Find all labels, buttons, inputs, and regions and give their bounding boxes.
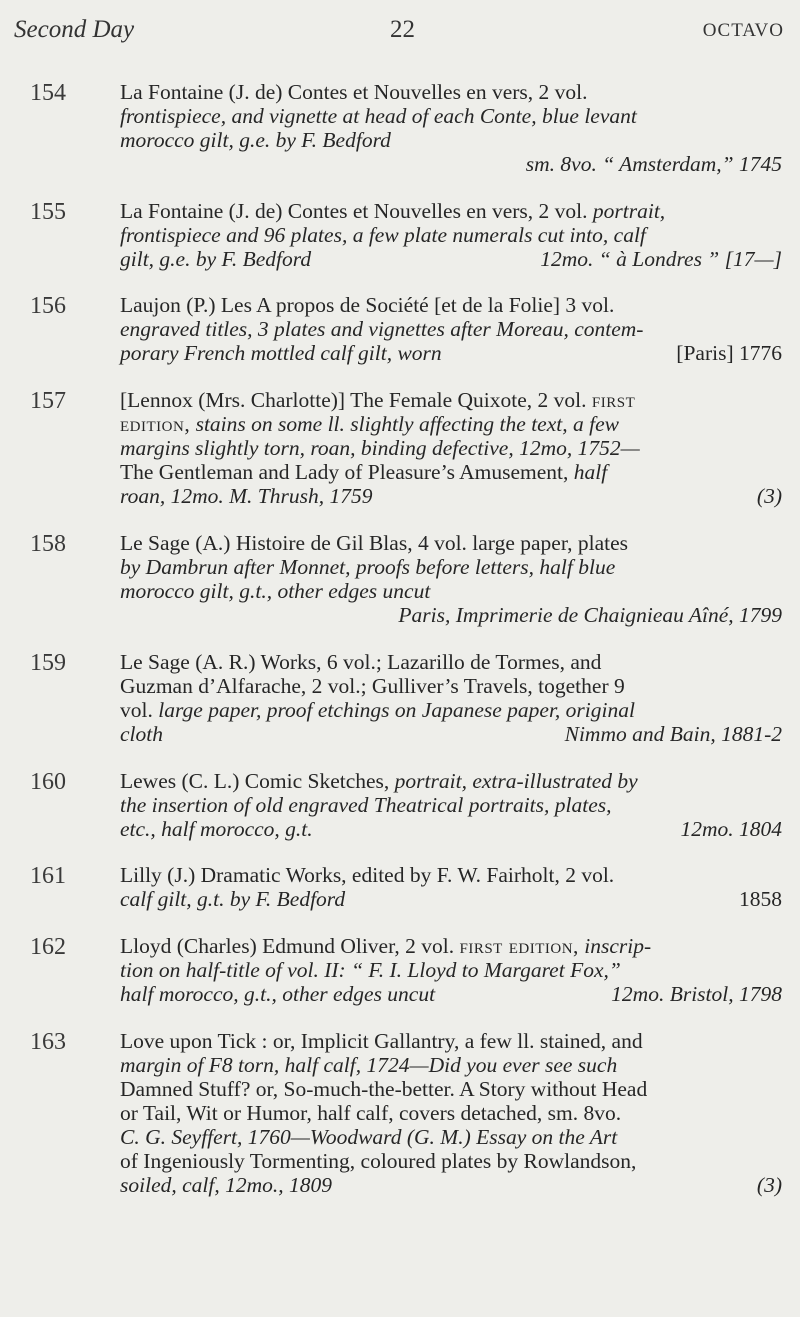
lot-line: Lloyd (Charles) Edmund Oliver, 2 vol. xyxy=(120,934,455,958)
lot-line: Love upon Tick : or, Implicit Gallantry, a few ll. stained, and xyxy=(120,1029,643,1053)
lot-description xyxy=(120,934,782,1006)
lot-imprint: 12mo. 1804 xyxy=(680,817,782,841)
lot-line: [Lennox (Mrs. Charlotte)] The Female Quixote, 2 vol. xyxy=(120,388,587,412)
lot-line: by Dambrun after Monnet, proofs before letters, half blue xyxy=(120,555,616,579)
lot-line-italic: half xyxy=(573,460,608,484)
lot-line: of Ingeniously Tormenting, coloured plates by Rowlandson, xyxy=(120,1149,637,1173)
lot-imprint: Nimmo and Bain, 1881-2 xyxy=(564,722,782,746)
lot-line: cloth xyxy=(120,722,163,746)
lot-line: margin of F8 torn, half calf, 1724—Did you ever see such xyxy=(120,1053,618,1077)
lot-number: 154 xyxy=(30,80,66,106)
running-head-right: OCTAVO xyxy=(702,20,784,41)
lot-imprint: 1858 xyxy=(739,887,782,911)
lot-line: half morocco, g.t., other edges uncut xyxy=(120,982,436,1006)
lot-number: 157 xyxy=(30,388,66,414)
lot-number: 156 xyxy=(30,293,66,319)
lot-line: roan, 12mo. M. Thrush, 1759 xyxy=(120,484,373,508)
lot-imprint: 12mo. “ à Londres ” [17—] xyxy=(540,247,782,271)
lot-number: 162 xyxy=(30,934,66,960)
lot-line: The Gentleman and Lady of Pleasure’s Amusement, xyxy=(120,460,569,484)
lot-line: C. G. Seyffert, 1760—Woodward (G. M.) Essay on the Art xyxy=(120,1125,618,1149)
lot-line: Le Sage (A. R.) Works, 6 vol.; Lazarillo de Tormes, and xyxy=(120,650,602,674)
lot-description xyxy=(120,863,782,911)
lot-description xyxy=(120,388,782,508)
lot-description xyxy=(120,650,782,746)
lot-line: engraved titles, 3 plates and vignettes after Moreau, contem- xyxy=(120,317,644,341)
lot-count: (3) xyxy=(756,484,782,508)
lot-line: morocco gilt, g.e. by F. Bedford xyxy=(120,128,391,152)
lot-number: 158 xyxy=(30,531,66,557)
lot-line: frontispiece, and vignette at head of each Conte, blue levant xyxy=(120,104,637,128)
lot-line: margins slightly torn, roan, binding defective, 12mo, 1752— xyxy=(120,436,640,460)
lot-line: tion on half-title of vol. II: “ F. I. Lloyd to Margaret Fox,” xyxy=(120,958,621,982)
lot-line-italic: portrait, extra-illustrated by xyxy=(394,769,638,793)
lot-number: 163 xyxy=(30,1029,66,1055)
lot-description xyxy=(120,199,782,271)
page-number: 22 xyxy=(390,16,415,43)
lot-line: Lewes (C. L.) Comic Sketches, xyxy=(120,769,390,793)
lot-line-smallcaps: edition, xyxy=(120,412,191,436)
lot-number: 161 xyxy=(30,863,66,889)
lot-description xyxy=(120,80,782,176)
lot-line: Damned Stuff? or, So-much-the-better. A Story without Head xyxy=(120,1077,648,1101)
lot-line-italic: portrait, xyxy=(592,199,666,223)
lot-line: Lilly (J.) Dramatic Works, edited by F. W. Fairholt, 2 vol. xyxy=(120,863,615,887)
lot-line: or Tail, Wit or Humor, half calf, covers detached, sm. 8vo. xyxy=(120,1101,622,1125)
lot-description xyxy=(120,769,782,841)
lot-imprint: sm. 8vo. “ Amsterdam,” 1745 xyxy=(525,152,782,176)
lot-line-italic: inscrip- xyxy=(584,934,652,958)
lot-description xyxy=(120,1029,782,1197)
lot-line-italic: large paper, proof etchings on Japanese paper, original xyxy=(158,698,635,722)
lot-line: soiled, calf, 12mo., 1809 xyxy=(120,1173,332,1197)
lot-imprint: 12mo. Bristol, 1798 xyxy=(611,982,782,1006)
lot-line: gilt, g.e. by F. Bedford xyxy=(120,247,312,271)
lot-line-smallcaps: first edition, xyxy=(459,934,579,958)
lot-line: Guzman d’Alfarache, 2 vol.; Gulliver’s Travels, together 9 xyxy=(120,674,625,698)
lot-description xyxy=(120,531,782,627)
lot-description xyxy=(120,293,782,365)
lot-line: calf gilt, g.t. by F. Bedford xyxy=(120,887,346,911)
page-header xyxy=(14,8,784,48)
lot-line: morocco gilt, g.t., other edges uncut xyxy=(120,579,431,603)
lot-line: the insertion of old engraved Theatrical portraits, plates, xyxy=(120,793,612,817)
running-head-left: Second Day xyxy=(14,16,135,43)
lot-number: 159 xyxy=(30,650,66,676)
lot-line: Laujon (P.) Les A propos de Société [et de la Folie] 3 vol. xyxy=(120,293,615,317)
lot-line: Le Sage (A.) Histoire de Gil Blas, 4 vol. large paper, plates xyxy=(120,531,629,555)
lot-line: vol. xyxy=(120,698,153,722)
lot-imprint: Paris, Imprimerie de Chaignieau Aîné, 1799 xyxy=(398,603,782,627)
lot-number: 155 xyxy=(30,199,66,225)
lot-count: (3) xyxy=(756,1173,782,1197)
lot-line: frontispiece and 96 plates, a few plate numerals cut into, calf xyxy=(120,223,646,247)
lot-imprint: [Paris] 1776 xyxy=(676,341,782,365)
lot-number: 160 xyxy=(30,769,66,795)
lot-line: porary French mottled calf gilt, worn xyxy=(120,341,442,365)
lot-line: La Fontaine (J. de) Contes et Nouvelles en vers, 2 vol. xyxy=(120,199,588,223)
lot-line: La Fontaine (J. de) Contes et Nouvelles en vers, 2 vol. xyxy=(120,80,588,104)
lot-line-italic: stains on some ll. slightly affecting the text, a few xyxy=(195,412,619,436)
lot-line-smallcaps: first xyxy=(591,388,636,412)
lot-line: etc., half morocco, g.t. xyxy=(120,817,313,841)
